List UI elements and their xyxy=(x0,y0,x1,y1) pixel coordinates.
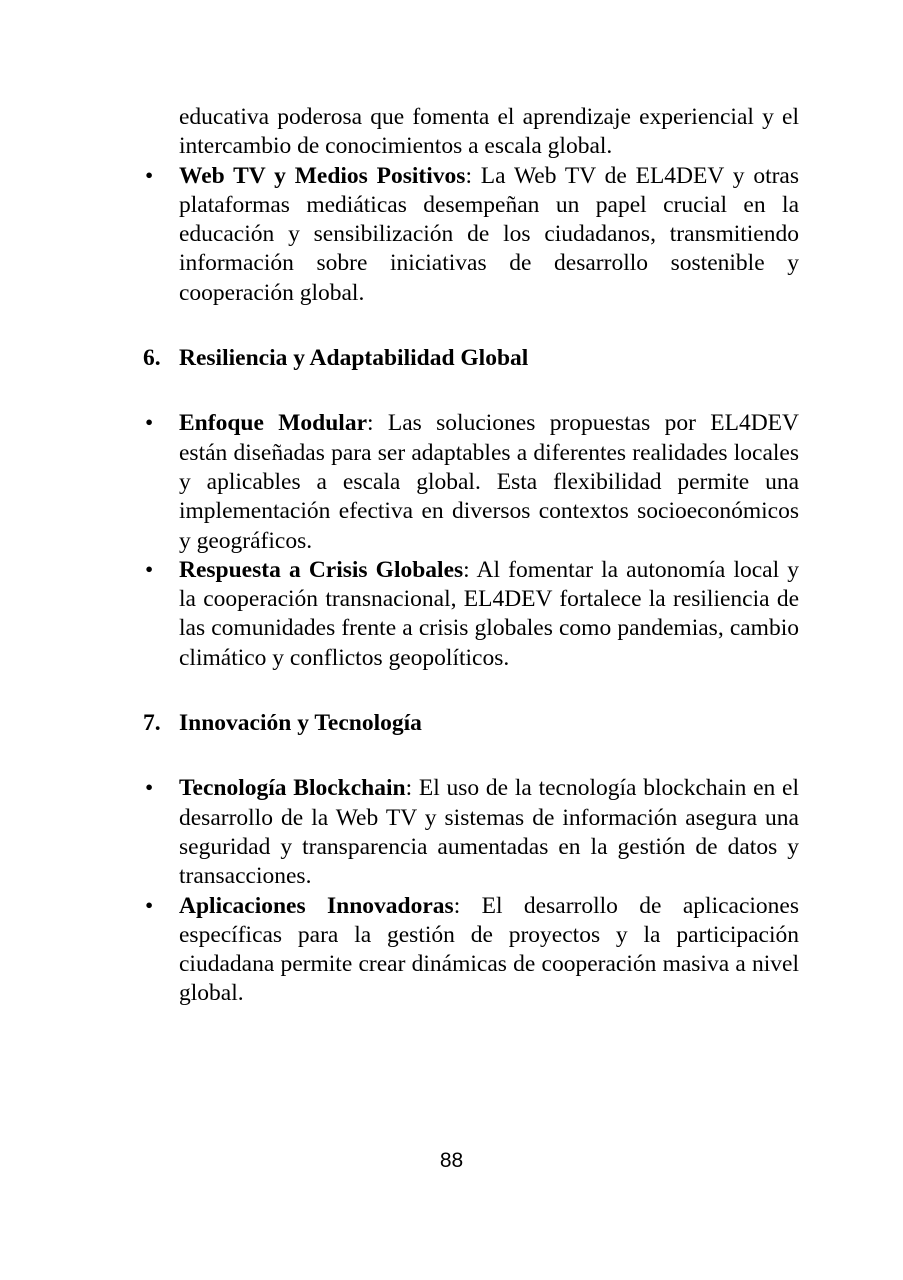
bullet-lead-label: Aplicaciones Innovadoras xyxy=(179,892,454,919)
bullet-tecnologia-blockchain xyxy=(143,774,799,891)
page-number: 88 xyxy=(439,1149,464,1172)
bullet-lead-label: Web TV y Medios Positivos xyxy=(179,162,466,189)
page-content xyxy=(143,103,799,1009)
bullet-body xyxy=(179,162,799,308)
heading-number: 7. xyxy=(143,710,161,737)
bullet-description: Al fomentar la autonomía local y la cooperación transnacional, EL4DEV fortalece la resiliencia de las comunidades frente a crisis globales como pandemias, cambio climático y conflictos geopolíticos. xyxy=(179,556,800,671)
bullet-aplicaciones-innovadoras xyxy=(143,892,799,1009)
bullet-body xyxy=(179,774,799,891)
heading-number: 6. xyxy=(143,345,161,372)
spacer-after-heading-6 xyxy=(143,373,799,409)
bullet-lead-label: Respuesta a Crisis Globales xyxy=(179,556,464,583)
bullet-point-icon: • xyxy=(145,892,154,919)
bullet-separator: : xyxy=(463,556,477,583)
bullet-point-icon: • xyxy=(145,162,154,189)
bullet-point-icon: • xyxy=(145,775,154,802)
bullet-separator: : xyxy=(405,775,419,802)
bullet-lead-label: Enfoque Modular xyxy=(179,410,368,437)
spacer-before-heading-7 xyxy=(143,673,799,709)
bullet-separator: : xyxy=(465,162,481,189)
heading-title: Resiliencia y Adaptabilidad Global xyxy=(179,345,529,372)
spacer-before-heading-6 xyxy=(143,308,799,344)
bullet-body xyxy=(179,556,799,673)
paragraph-continued-experiencia-educativa: educativa poderosa que fomenta el aprendizaje experiencial y el intercambio de conocimientos a escala global. xyxy=(179,104,799,160)
heading-resiliencia-adaptabilidad-global xyxy=(143,344,799,373)
bullet-description: Las soluciones propuestas por EL4DEV están diseñadas para ser adaptables a diferentes realidades locales y aplicables a escala global. Esta flexibilidad permite una implementación efectiva en diversos contextos socioeconómicos y geográficos. xyxy=(179,410,799,554)
bullet-lead-label: Tecnología Blockchain xyxy=(179,775,406,802)
bullet-point-icon: • xyxy=(145,556,154,583)
heading-innovacion-tecnologia xyxy=(143,709,799,738)
bullet-separator: : xyxy=(367,410,388,437)
bullet-web-tv-medios-positivos xyxy=(143,162,799,308)
bullet-point-icon: • xyxy=(145,410,154,437)
bullet-respuesta-crisis-globales xyxy=(143,556,799,673)
bullet-body xyxy=(179,892,799,1009)
heading-title: Innovación y Tecnología xyxy=(179,710,422,737)
bullet-description: El desarrollo de aplicaciones específicas para la gestión de proyectos y la participación ciudadana permite crear dinámicas de cooperación masiva a nivel global. xyxy=(179,892,800,1007)
bullet-description: El uso de la tecnología blockchain en el desarrollo de la Web TV y sistemas de información asegura una seguridad y transparencia aumentadas en la gestión de datos y transacciones. xyxy=(179,775,799,890)
bullet-description: La Web TV de EL4DEV y otras plataformas mediáticas desempeñan un papel crucial en la educación y sensibilización de los ciudadanos, transmitiendo información sobre iniciativas de desarrollo sostenible y cooperación global. xyxy=(179,162,799,306)
bullet-separator: : xyxy=(453,892,482,919)
spacer-after-heading-7 xyxy=(143,738,799,774)
bullet-body xyxy=(179,409,799,555)
bullet-enfoque-modular xyxy=(143,409,799,555)
